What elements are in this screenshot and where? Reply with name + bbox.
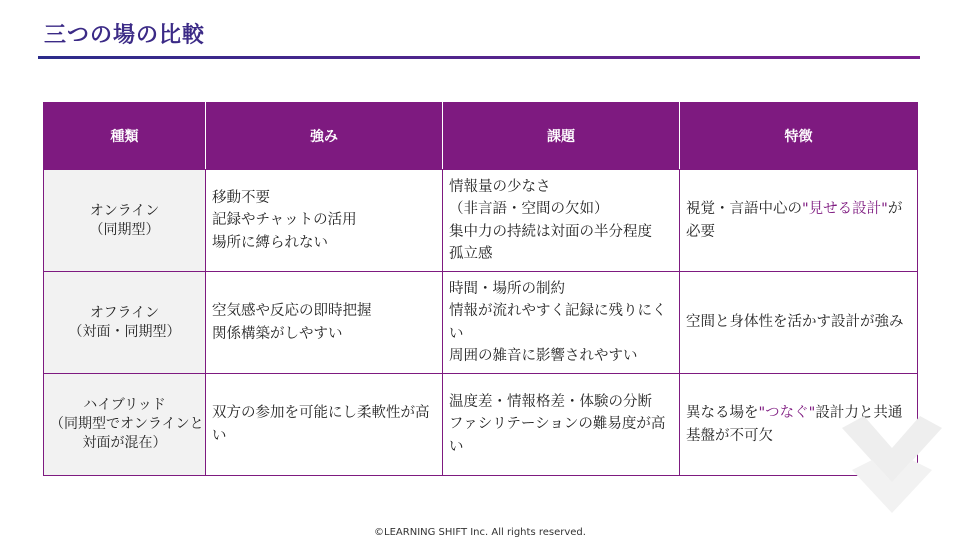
header-issues: 課題: [443, 103, 680, 170]
feature-cell: [680, 272, 918, 374]
issue-item: 情報が流れやすく記録に残りにくい: [449, 303, 667, 342]
feature-text-pre: 空間と身体性を活かす設計が強み: [686, 314, 904, 331]
issues-cell: [443, 374, 680, 476]
copyright-footer: ©LEARNING SHIFT Inc. All rights reserved.: [374, 527, 586, 538]
kind-sublabel: 対面が混在）: [82, 435, 167, 451]
strength-item: 移動不要: [212, 189, 270, 206]
feature-cell: [680, 170, 918, 272]
feature-text: [686, 311, 911, 334]
kind-sublabel: （同期型）: [89, 221, 160, 238]
header-feature: 特徴: [680, 103, 918, 170]
kind-cell: [44, 272, 206, 374]
feature-highlight: "見せる設計": [802, 201, 888, 217]
strengths-cell: [206, 170, 443, 272]
table-row: [44, 374, 918, 476]
table-header-row: [44, 103, 918, 170]
table-row: [44, 272, 918, 374]
header-kind: 種類: [44, 103, 206, 170]
feature-text-pre: 異なる場を: [686, 405, 759, 421]
kind-sublabel: （対面・同期型）: [68, 323, 181, 340]
kind-label: オンライン: [89, 202, 160, 219]
feature-highlight: "つなぐ": [758, 405, 816, 421]
strength-item: 記録やチャットの活用: [212, 212, 357, 229]
feature-text-post: 設計力と共通基盤が不可欠: [686, 405, 903, 444]
issue-item: （非言語・空間の欠如）: [449, 201, 609, 217]
kind-sublabel: （同期型でオンラインと: [50, 416, 204, 432]
issue-item: 周囲の雑音に影響されやすい: [449, 348, 638, 364]
issue-item: 孤立感: [449, 246, 493, 262]
page-title: 三つの場の比較: [44, 23, 206, 48]
issue-item: ファシリテーションの難易度が高い: [449, 416, 666, 455]
kind-cell: [44, 374, 206, 476]
strength-item: 場所に縛られない: [212, 234, 328, 251]
issue-item: 情報量の少なさ: [449, 178, 551, 195]
strength-item: 関係構築がしやすい: [212, 325, 343, 342]
issue-item: 時間・場所の制約: [449, 280, 565, 297]
title-underline: [38, 56, 920, 59]
issues-cell: [443, 170, 680, 272]
issue-item: 温度差・情報格差・体験の分断: [449, 393, 652, 410]
issues-cell: [443, 272, 680, 374]
feature-text-post: が必要: [686, 201, 903, 240]
strength-item: 双方の参加を可能にし柔軟性が高い: [212, 405, 430, 444]
kind-label: ハイブリッド: [83, 397, 166, 413]
issue-item: 集中力の持続は対面の半分程度: [449, 223, 652, 240]
header-strengths: 強み: [206, 103, 443, 170]
comparison-table: [43, 102, 918, 476]
kind-label: オフライン: [89, 304, 160, 321]
strength-item: 空気感や反応の即時把握: [212, 303, 372, 319]
feature-text: [686, 198, 911, 243]
table-row: [44, 170, 918, 272]
logo-watermark-icon: [842, 408, 942, 518]
kind-cell: [44, 170, 206, 272]
feature-text-pre: 視覚・言語中心の: [686, 201, 802, 217]
strengths-cell: [206, 374, 443, 476]
strengths-cell: [206, 272, 443, 374]
